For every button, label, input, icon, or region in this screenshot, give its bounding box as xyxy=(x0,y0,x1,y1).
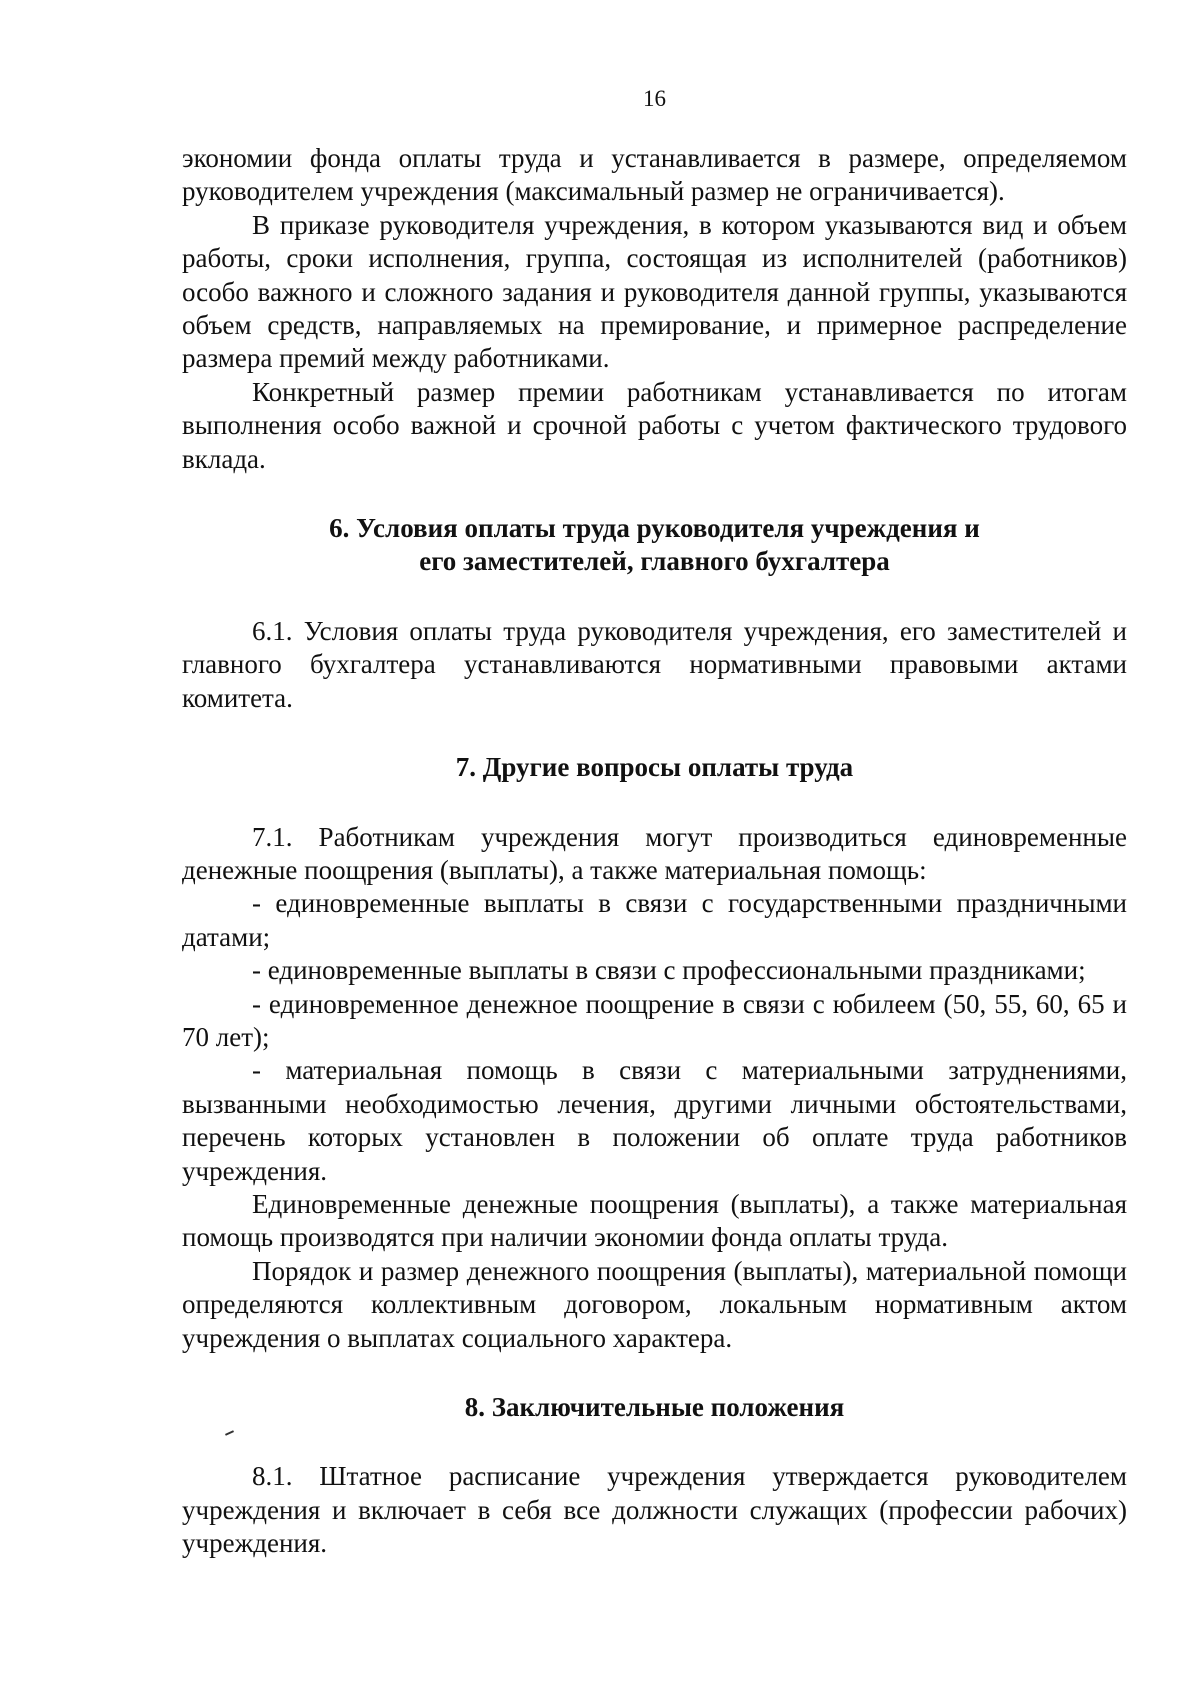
section-6-heading-line2: его заместителей, главного бухгалтера xyxy=(419,546,890,577)
section-6-heading xyxy=(182,512,1127,579)
paragraph-continuation: экономии фонда оплаты труда и устанавливается в размере, определяемом руководителем учреждения (максимальный размер не ограничивается). xyxy=(182,143,1127,207)
document-body xyxy=(182,142,1127,1561)
paragraph-7-1: 7.1. Работникам учреждения могут производиться единовременные денежные поощрения (выплаты), а также материальная помощь: xyxy=(182,821,1127,885)
page-number: 16 xyxy=(643,86,666,111)
paragraph-order-content: В приказе руководителя учреждения, в котором указываются вид и объем работы, сроки исполнения, группа, состоящая из исполнителей (работников) особо важного и сложного задания и руководителя данной группы, указываются объем средств, направляемых на премирование, и примерное распределение размера премий между работниками. xyxy=(182,209,1127,374)
paragraph-bonus-size: Конкретный размер премии работникам устанавливается по итогам выполнения особо важной и срочной работы с учетом фактического трудового вклада. xyxy=(182,376,1127,474)
section-8-heading: 8. Заключительные положения xyxy=(464,1392,845,1422)
paragraph-6-1: 6.1. Условия оплаты труда руководителя учреждения, его заместителей и главного бухгалтера устанавливаются нормативными правовыми актами комитета. xyxy=(182,615,1127,713)
section-6-heading-line1: 6. Условия оплаты труда руководителя учреждения и xyxy=(329,513,980,544)
paragraph-8-1: 8.1. Штатное расписание учреждения утверждается руководителем учреждения и включает в себя все должности служащих (профессии рабочих) учреждения. xyxy=(182,1461,1127,1559)
paragraph-7-lump-sum: Единовременные денежные поощрения (выплаты), а также материальная помощь производятся при наличии экономии фонда оплаты труда. xyxy=(182,1188,1127,1253)
section-7-heading: 7. Другие вопросы оплаты труда xyxy=(455,752,854,783)
list-item: - единовременные выплаты в связи с профессиональными праздниками; xyxy=(252,955,1086,986)
list-item: - материальная помощь в связи с материальными затруднениями, вызванными необходимостью лечения, другими личными обстоятельствами, перечень которых установлен в положении об оплате труда работников учреждения. xyxy=(182,1055,1127,1186)
list-item: - единовременное денежное поощрение в связи с юбилеем (50, 55, 60, 65 и 70 лет); xyxy=(182,988,1127,1052)
paragraph-7-procedure: Порядок и размер денежного поощрения (выплаты), материальной помощи определяются коллективным договором, локальным нормативным актом учреждения о выплатах социального характера. xyxy=(182,1255,1127,1353)
list-item: - единовременные выплаты в связи с государственными праздничными датами; xyxy=(182,888,1127,952)
